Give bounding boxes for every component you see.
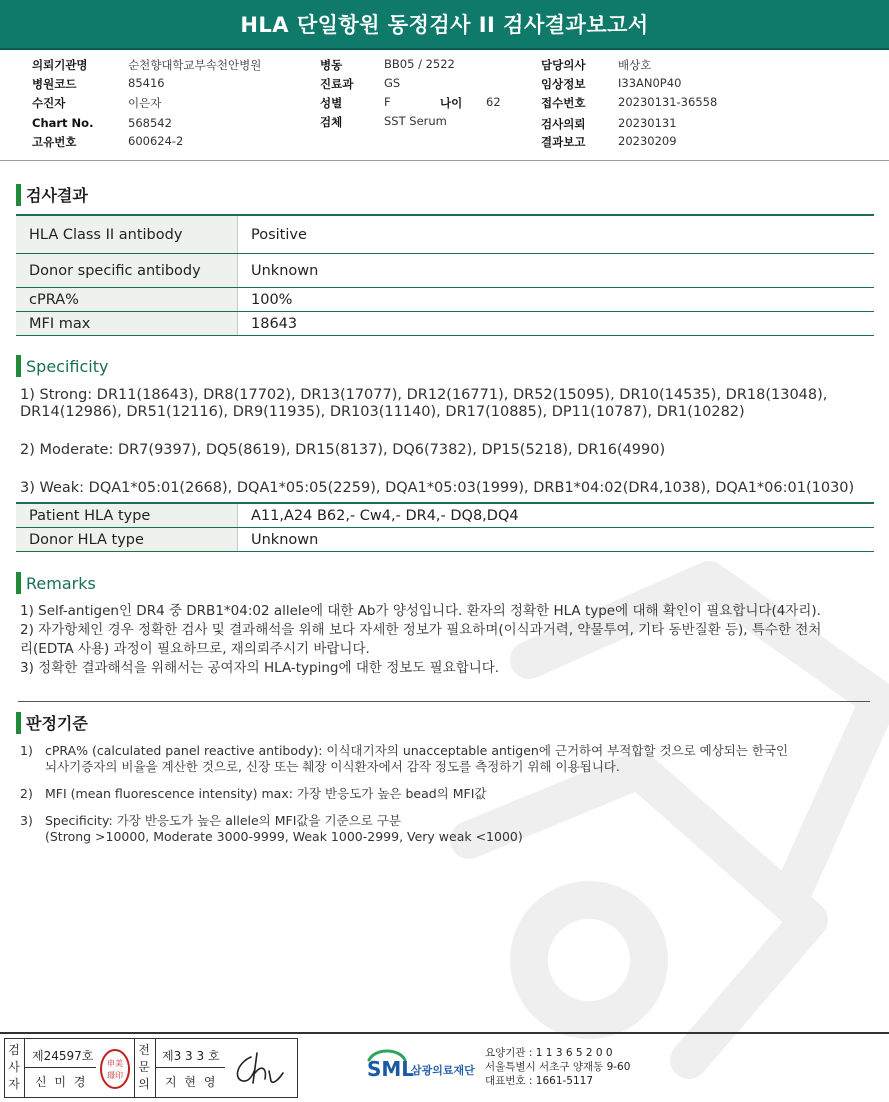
info-value: 85416 bbox=[128, 76, 165, 90]
section-bar bbox=[16, 355, 21, 377]
info-label: 결과보고 bbox=[541, 135, 586, 149]
info-value: SST Serum bbox=[384, 114, 447, 128]
criteria-text: (Strong >10000, Moderate 3000-9999, Weak 1000-2999, Very weak <1000) bbox=[45, 829, 523, 844]
section-results bbox=[16, 183, 88, 206]
info-label: 진료과 bbox=[320, 77, 354, 91]
criteria-number: 3) bbox=[20, 813, 33, 828]
footer-line bbox=[0, 1032, 889, 1034]
divider bbox=[18, 701, 870, 702]
info-label: 수진자 bbox=[32, 96, 66, 110]
criteria-text: Specificity: 가장 반응도가 높은 allele의 MFI값을 기준으로 구분 bbox=[45, 813, 401, 828]
section-bar bbox=[16, 712, 21, 734]
specificity-line: 3) Weak: DQA1*05:01(2668), DQA1*05:05(2259), DQA1*05:03(1999), DRB1*04:02(DR4,1038), DQA1*06:01(1030) bbox=[20, 480, 855, 496]
org-address: 서울특별시 서초구 양재동 9-60 bbox=[485, 1061, 631, 1073]
table-row bbox=[16, 312, 874, 336]
row-key: Patient HLA type bbox=[16, 504, 238, 527]
patient-info bbox=[0, 56, 889, 156]
info-label: Chart No. bbox=[32, 116, 94, 130]
row-value: A11,A24 B62,- Cw4,- DR4,- DQ8,DQ4 bbox=[251, 507, 519, 524]
criteria-text: cPRA% (calculated panel reactive antibody): 이식대기자의 unacceptable antigen에 근거하여 부적합할 것으로 예상되는 한국인 bbox=[45, 743, 789, 758]
divider bbox=[155, 1039, 156, 1097]
info-value: F bbox=[384, 95, 391, 109]
remarks-line: 1) Self-antigen인 DR4 중 DRB1*04:02 allele에 대한 Ab가 양성입니다. 환자의 정확한 HLA type에 대해 확인이 필요합니다(4자리). bbox=[20, 603, 821, 619]
org-info bbox=[485, 1046, 630, 1088]
section-bar bbox=[16, 184, 21, 206]
svg-text:申美: 申美 bbox=[107, 1059, 123, 1068]
logo-text: SML bbox=[367, 1057, 415, 1081]
row-value: Positive bbox=[251, 226, 307, 243]
specificity-line: 1) Strong: DR11(18643), DR8(17702), DR13(17077), DR12(16771), DR52(15095), DR10(14535), DR18(13048), bbox=[20, 387, 828, 403]
row-key: MFI max bbox=[16, 312, 238, 335]
table-row bbox=[16, 288, 874, 312]
row-value: 100% bbox=[251, 291, 293, 308]
info-label: 검사의뢰 bbox=[541, 117, 586, 131]
info-label: 고유번호 bbox=[32, 135, 77, 149]
table-row bbox=[16, 528, 874, 552]
info-value: 배상호 bbox=[618, 58, 652, 72]
table-row bbox=[16, 216, 874, 254]
signature-mark bbox=[229, 1049, 289, 1089]
row-value: Unknown bbox=[251, 262, 319, 279]
svg-text:璟印: 璟印 bbox=[107, 1071, 123, 1080]
info-value: I33AN0P40 bbox=[618, 76, 682, 90]
row-value: Unknown bbox=[251, 531, 319, 548]
remarks-line: 3) 정확한 결과해석을 위해서는 공여자의 HLA-typing에 대한 정보도 필요합니다. bbox=[20, 660, 500, 676]
criteria-item bbox=[20, 786, 860, 804]
info-label: 임상정보 bbox=[541, 77, 586, 91]
section-title: Specificity bbox=[26, 356, 109, 376]
org-code: 요양기관 : 1 1 3 6 5 2 0 0 bbox=[485, 1047, 613, 1059]
section-criteria bbox=[16, 711, 88, 734]
section-title: 검사결과 bbox=[26, 186, 88, 205]
inspector-license: 제24597호 bbox=[32, 1049, 94, 1063]
title-underline bbox=[0, 48, 889, 50]
org-name: 삼광의료재단 bbox=[411, 1064, 475, 1077]
divider bbox=[0, 160, 889, 161]
section-specificity bbox=[16, 355, 108, 377]
info-label: 병원코드 bbox=[32, 77, 77, 91]
info-label: 검체 bbox=[320, 115, 343, 129]
age-label: 나이 bbox=[440, 96, 463, 110]
info-value: GS bbox=[384, 76, 401, 90]
specificity-line: 2) Moderate: DR7(9397), DQ5(8619), DR15(8137), DQ6(7382), DP15(5218), DR16(4990) bbox=[20, 442, 666, 458]
seal-stamp bbox=[98, 1047, 132, 1091]
info-value: 이은자 bbox=[128, 96, 162, 110]
row-key: cPRA% bbox=[16, 288, 238, 311]
org-phone: 대표번호 : 1661-5117 bbox=[485, 1075, 594, 1087]
table-row bbox=[16, 254, 874, 288]
remarks-line: 리(EDTA 사용) 과정이 필요하므로, 재의뢰주시기 바랍니다. bbox=[20, 641, 370, 657]
section-title: Remarks bbox=[26, 573, 96, 593]
inspector-label: 검사자 bbox=[8, 1043, 20, 1091]
info-label: 의뢰기관명 bbox=[32, 58, 88, 72]
inspector-name: 신 미 경 bbox=[35, 1075, 88, 1089]
signature-box bbox=[4, 1038, 298, 1098]
divider bbox=[155, 1067, 225, 1068]
results-table bbox=[16, 214, 874, 336]
row-key: Donor specific antibody bbox=[16, 254, 238, 287]
criteria-number: 1) bbox=[20, 743, 33, 758]
info-label: 성별 bbox=[320, 96, 343, 110]
confirmer-license: 제3 3 3 호 bbox=[162, 1049, 220, 1063]
specificity-line: DR14(12986), DR51(12116), DR9(11935), DR103(11140), DR17(10885), DP11(10787), DR1(10282) bbox=[20, 404, 745, 420]
info-value: 568542 bbox=[128, 116, 172, 130]
criteria-number: 2) bbox=[20, 786, 33, 801]
info-value: 20230131 bbox=[618, 116, 677, 130]
info-value: 순천향대학교부속천안병원 bbox=[128, 58, 262, 72]
divider bbox=[24, 1067, 96, 1068]
criteria-text: 뇌사기증자의 비율을 계산한 것으로, 신장 또는 췌장 이식환자에서 감작 정도를 측정하기 위해 이용됩니다. bbox=[45, 759, 620, 774]
info-value: 600624-2 bbox=[128, 134, 184, 148]
section-remarks bbox=[16, 572, 96, 594]
criteria-item bbox=[20, 743, 860, 777]
hla-table bbox=[16, 502, 874, 552]
section-bar bbox=[16, 572, 21, 594]
remarks-line: 2) 자가항체인 경우 정확한 검사 및 결과해석을 위해 보다 자세한 정보가 필요하며(이식과거력, 약물투여, 기타 동반질환 등), 특수한 전처 bbox=[20, 622, 822, 638]
criteria-text: MFI (mean fluorescence intensity) max: 가장 반응도가 높은 bead의 MFI값 bbox=[45, 786, 487, 801]
row-value: 18643 bbox=[251, 315, 298, 332]
row-key: Donor HLA type bbox=[16, 528, 238, 551]
confirmer-label: 전문의 bbox=[138, 1043, 150, 1091]
report-footer bbox=[0, 1032, 889, 1102]
info-label: 병동 bbox=[320, 58, 343, 72]
info-value: 20230131-36558 bbox=[618, 95, 718, 109]
divider bbox=[24, 1039, 25, 1097]
criteria-item bbox=[20, 813, 860, 847]
section-title: 판정기준 bbox=[26, 714, 88, 733]
age-value: 62 bbox=[486, 95, 501, 109]
info-value: BB05 / 2522 bbox=[384, 57, 455, 71]
report-title: HLA 단일항원 동정검사 II 검사결과보고서 bbox=[0, 0, 889, 48]
info-label: 담당의사 bbox=[541, 58, 586, 72]
info-label: 접수번호 bbox=[541, 96, 586, 110]
row-key: HLA Class II antibody bbox=[16, 216, 238, 253]
info-value: 20230209 bbox=[618, 134, 677, 148]
confirmer-name: 지 현 영 bbox=[165, 1075, 218, 1089]
table-row bbox=[16, 504, 874, 528]
